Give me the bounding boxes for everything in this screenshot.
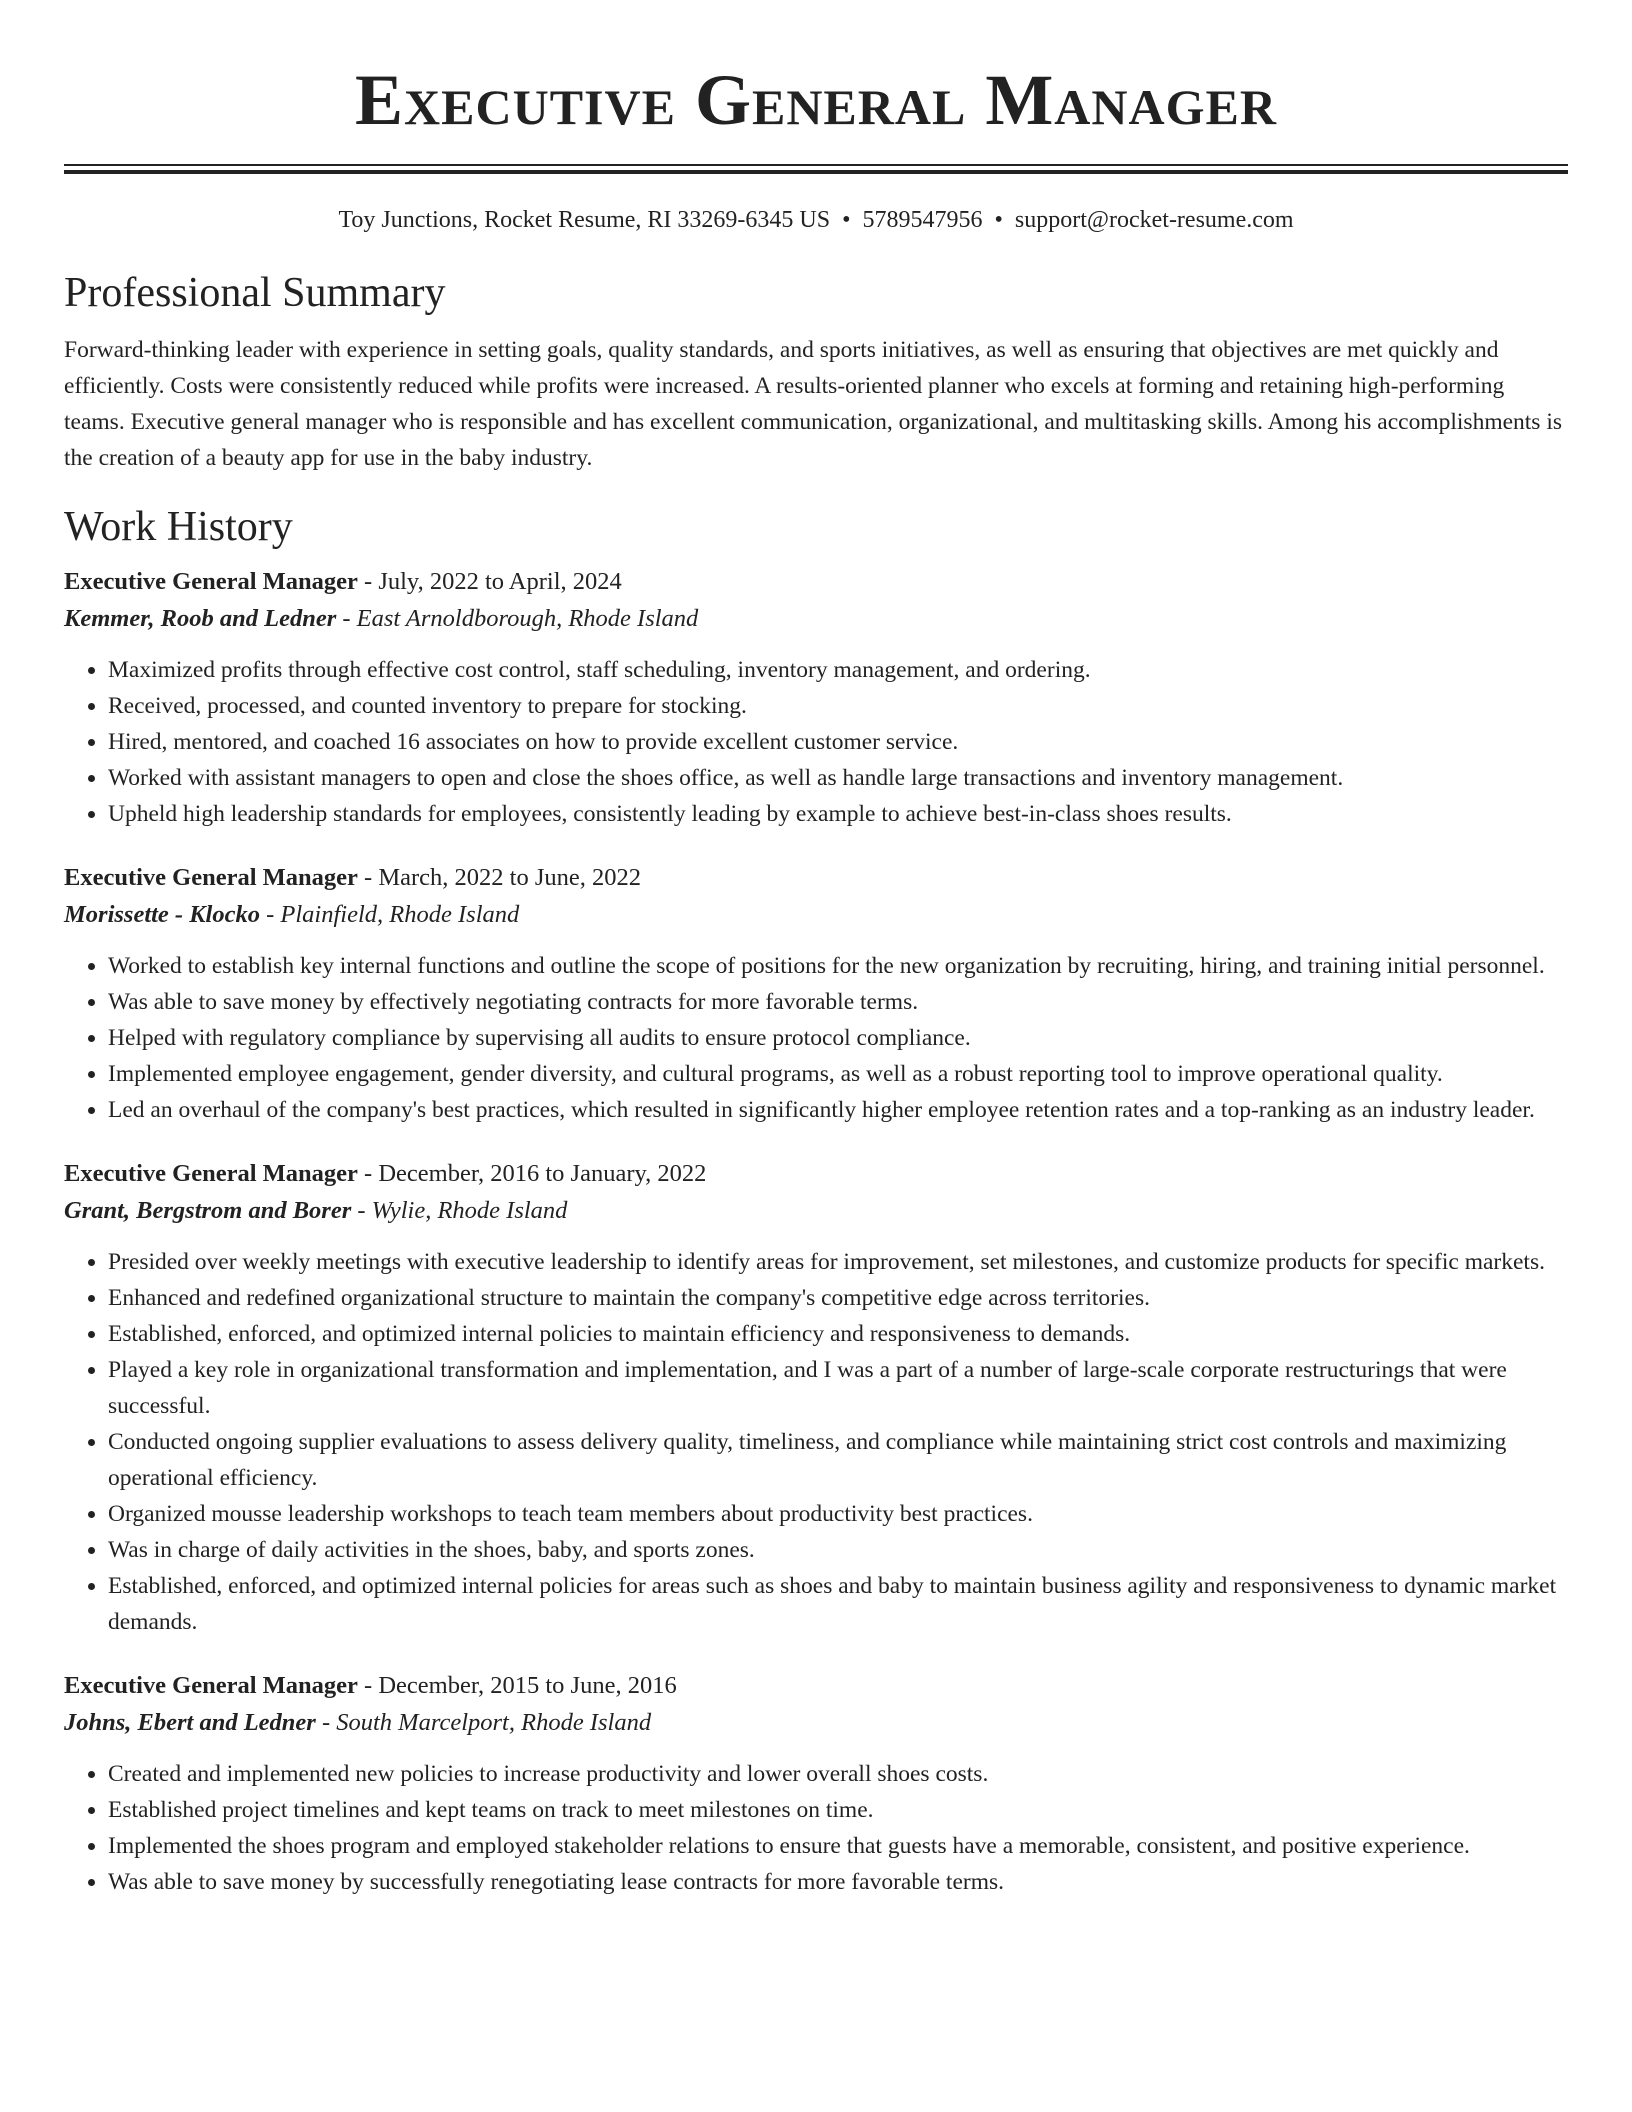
duty-item: • Was able to save money by successfully renegotiating lease contracts for more favorable terms. [108,1864,1568,1900]
job-company: Morissette - Klocko [64,901,260,928]
duty-item: • Enhanced and redefined organizational structure to maintain the company's competitive edge across territories. [108,1280,1568,1316]
job-location: - Plainfield, Rhode Island [260,901,520,928]
duty-item: • Conducted ongoing supplier evaluations to assess delivery quality, timeliness, and compliance while maintaining strict cost controls and maximizing operational efficiency. [108,1424,1568,1496]
duty-item: • Organized mousse leadership workshops to teach team members about productivity best practices. [108,1496,1568,1532]
job-title: Executive General Manager [64,1672,358,1699]
contact-separator: • [842,207,851,233]
job-location: - Wylie, Rhode Island [351,1197,568,1224]
job-title-line [64,860,1568,896]
duty-item: • Presided over weekly meetings with executive leadership to identify areas for improvement, set milestones, and customize products for specific markets. [108,1244,1568,1280]
duty-item: • Established project timelines and kept teams on track to meet milestones on time. [108,1792,1568,1828]
job-title-line [64,1156,1568,1192]
contact-phone: 5789547956 [862,207,983,233]
work-history-list [64,564,1568,1900]
duty-item: • Worked with assistant managers to open and close the shoes office, as well as handle large transactions and inventory management. [108,760,1568,796]
summary-text: Forward-thinking leader with experience in setting goals, quality standards, and sports initiatives, as well as ensuring that objectives are met quickly and efficiently. Costs were consistently reduced while profits were increased. A results-oriented planner who excels at forming and retaining high-performing teams. Executive general manager who is responsible and has excellent communication, organizational, and multitasking skills. Among his accomplishments is the creation of a beauty app for use in the baby industry. [64,337,1562,471]
job-title-line [64,564,1568,600]
summary-section-title: Professional Summary [64,270,446,316]
job-entry [64,1668,1568,1900]
duty-item: • Helped with regulatory compliance by supervising all audits to ensure protocol compliance. [108,1020,1568,1056]
job-title: Executive General Manager [64,1160,358,1187]
resume-name-heading: Executive General Manager [355,60,1277,140]
duty-item: • Created and implemented new policies to increase productivity and lower overall shoes costs. [108,1756,1568,1792]
contact-email: support@rocket-resume.com [1014,207,1294,233]
job-duties-list [64,1244,1568,1640]
job-duties-list [64,652,1568,832]
duty-item: • Upheld high leadership standards for employees, consistently leading by example to achieve best-in-class shoes results. [108,796,1568,832]
duty-item: • Was in charge of daily activities in the shoes, baby, and sports zones. [108,1532,1568,1568]
duty-item: • Established, enforced, and optimized internal policies for areas such as shoes and baby to maintain business agility and responsiveness to dynamic market demands. [108,1568,1568,1640]
duty-item: • Worked to establish key internal functions and outline the scope of positions for the new organization by recruiting, hiring, and training initial personnel. [108,948,1568,984]
contact-address: Toy Junctions, Rocket Resume, RI 33269-6345 US [338,207,831,233]
job-entry [64,860,1568,1128]
job-company-line [64,1704,1568,1742]
duty-item: • Established, enforced, and optimized internal policies to maintain efficiency and responsiveness to demands. [108,1316,1568,1352]
duty-item: • Implemented the shoes program and employed stakeholder relations to ensure that guests have a memorable, consistent, and positive experience. [108,1828,1568,1864]
job-title-line [64,1668,1568,1704]
job-company-line [64,1192,1568,1230]
job-company: Johns, Ebert and Ledner [64,1709,316,1736]
job-entry [64,564,1568,832]
work-history-section-title: Work History [64,504,293,550]
duty-item: • Maximized profits through effective cost control, staff scheduling, inventory management, and ordering. [108,652,1568,688]
job-duties-list [64,948,1568,1128]
duty-item: • Implemented employee engagement, gender diversity, and cultural programs, as well as a robust reporting tool to improve operational quality. [108,1056,1568,1092]
job-company-line [64,896,1568,934]
duty-item: • Hired, mentored, and coached 16 associates on how to provide excellent customer service. [108,724,1568,760]
job-company: Grant, Bergstrom and Borer [64,1197,352,1224]
job-location: - East Arnoldborough, Rhode Island [336,605,699,632]
contact-info [64,204,1568,236]
duty-item: • Received, processed, and counted inventory to prepare for stocking. [108,688,1568,724]
job-company: Kemmer, Roob and Ledner [64,605,337,632]
job-dates: - July, 2022 to April, 2024 [357,568,622,595]
duty-item: • Led an overhaul of the company's best practices, which resulted in significantly higher employee retention rates and a top-ranking as an industry leader. [108,1092,1568,1128]
duty-item: • Played a key role in organizational transformation and implementation, and I was a part of a number of large-scale corporate restructurings that were successful. [108,1352,1568,1424]
job-dates: - March, 2022 to June, 2022 [357,864,641,891]
job-location: - South Marcelport, Rhode Island [315,1709,652,1736]
job-dates: - December, 2016 to January, 2022 [357,1160,707,1187]
job-duties-list [64,1756,1568,1900]
job-dates: - December, 2015 to June, 2016 [357,1672,677,1699]
duty-item: • Was able to save money by effectively negotiating contracts for more favorable terms. [108,984,1568,1020]
header-divider [64,164,1568,174]
contact-separator: • [994,207,1003,233]
job-title: Executive General Manager [64,864,358,891]
job-company-line [64,600,1568,638]
job-entry [64,1156,1568,1640]
job-title: Executive General Manager [64,568,358,595]
